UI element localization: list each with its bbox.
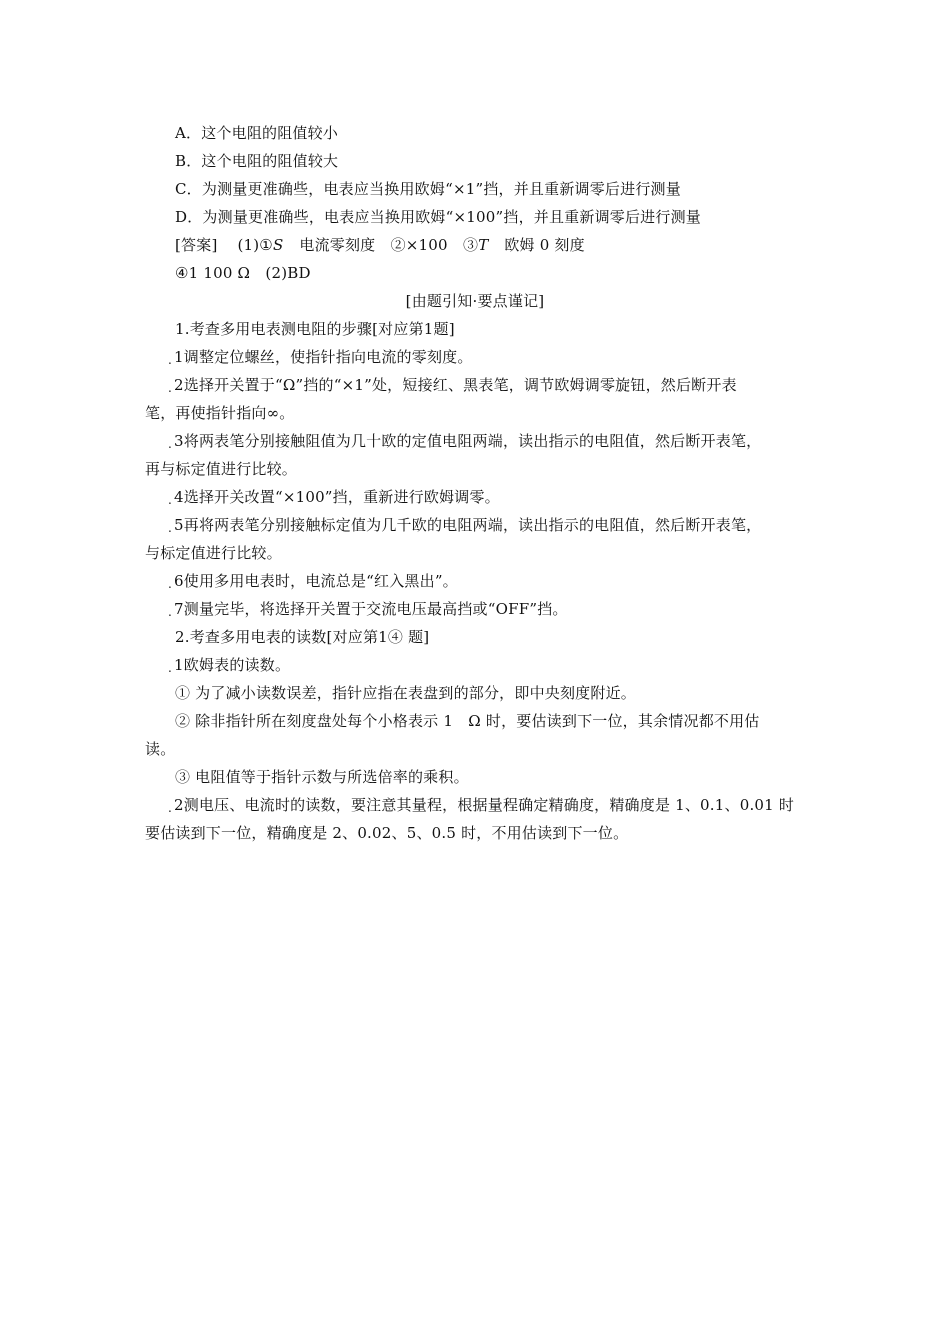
answer-line — [175, 235, 585, 255]
point1-step4: . 4选择开关改置“×100”挡，重新进行欧姆调零。 — [168, 487, 500, 510]
point1-step3: . 3将两表笔分别接触阻值为几十欧的定值电阻两端，读出指示的电阻值，然后断开表笔， — [168, 431, 761, 454]
point2-step1: . 1欧姆表的读数。 — [168, 655, 290, 678]
step-marker: . — [168, 381, 173, 395]
step-marker: . — [168, 437, 173, 451]
point1-step1: . 1调整定位螺丝，使指针指向电流的零刻度。 — [168, 347, 473, 370]
point2-step2-cont: 要估读到下一位，精确度是 2、0.02、5、0.5 时，不用估读到下一位。 — [145, 824, 629, 842]
point1-step5: . 5再将两表笔分别接触标定值为几千欧的电阻两端，读出指示的电阻值，然后断开表笔， — [168, 515, 761, 538]
point2-circle1: ① 为了减小读数误差，指针应指在表盘到的部分，即中央刻度附近。 — [175, 684, 636, 702]
step-marker: . — [168, 521, 173, 535]
option-c: C．为测量更准确些，电表应当换用欧姆“×1”挡，并且重新调零后进行测量 — [175, 180, 681, 198]
step-marker: . — [168, 605, 173, 619]
point2-circle2: ② 除非指针所在刻度盘处每个小格表示 1 Ω 时，要估读到下一位，其余情况都不用估 — [175, 712, 760, 730]
point2-circle2-cont: 读。 — [145, 740, 176, 758]
option-b: B．这个电阻的阻值较大 — [175, 152, 339, 170]
point1-step6: . 6使用多用电表时，电流总是“红入黑出”。 — [168, 571, 458, 594]
option-d: D．为测量更准确些，电表应当换用欧姆“×100”挡，并且重新调零后进行测量 — [175, 208, 701, 226]
point1-step3-cont: 再与标定值进行比较。 — [145, 460, 298, 478]
answer-line-2: ④1 100 Ω (2)BD — [175, 264, 311, 282]
step-marker: . — [168, 353, 173, 367]
point1-step2: . 2选择开关置于“Ω”挡的“×1”处，短接红、黑表笔，调节欧姆调零旋钮，然后断开表 — [168, 375, 737, 398]
point1-step5-cont: 与标定值进行比较。 — [145, 544, 282, 562]
point2-circle3: ③ 电阻值等于指针示数与所选倍率的乘积。 — [175, 768, 469, 786]
answer-symbol-t: T — [478, 236, 489, 254]
answer-label: [答案] — [175, 236, 218, 254]
point2-step2: . 2测电压、电流时的读数，要注意其量程，根据量程确定精确度，精确度是 1、0.1、0.01 时 — [168, 795, 794, 818]
step-marker: . — [168, 493, 173, 507]
answer-part1: (1)① — [237, 236, 273, 254]
point1-title: 1.考查多用电表测电阻的步骤[对应第1题] — [175, 320, 455, 338]
answer-part2: 电流零刻度 ②×100 ③ — [299, 236, 479, 254]
step-marker: . — [168, 577, 173, 591]
answer-part3: 欧姆 0 刻度 — [504, 236, 585, 254]
point1-step2-cont: 笔，再使指针指向∞。 — [145, 404, 295, 422]
point2-title: 2.考查多用电表的读数[对应第1④ 题] — [175, 628, 430, 646]
step-marker: . — [168, 661, 173, 675]
answer-symbol-s: S — [272, 236, 284, 254]
option-a: A．这个电阻的阻值较小 — [175, 124, 339, 142]
point1-step7: . 7测量完毕，将选择开关置于交流电压最高挡或“OFF”挡。 — [168, 599, 568, 622]
step-marker: . — [168, 801, 173, 815]
section-title: [由题引知·要点谨记] — [405, 292, 545, 310]
